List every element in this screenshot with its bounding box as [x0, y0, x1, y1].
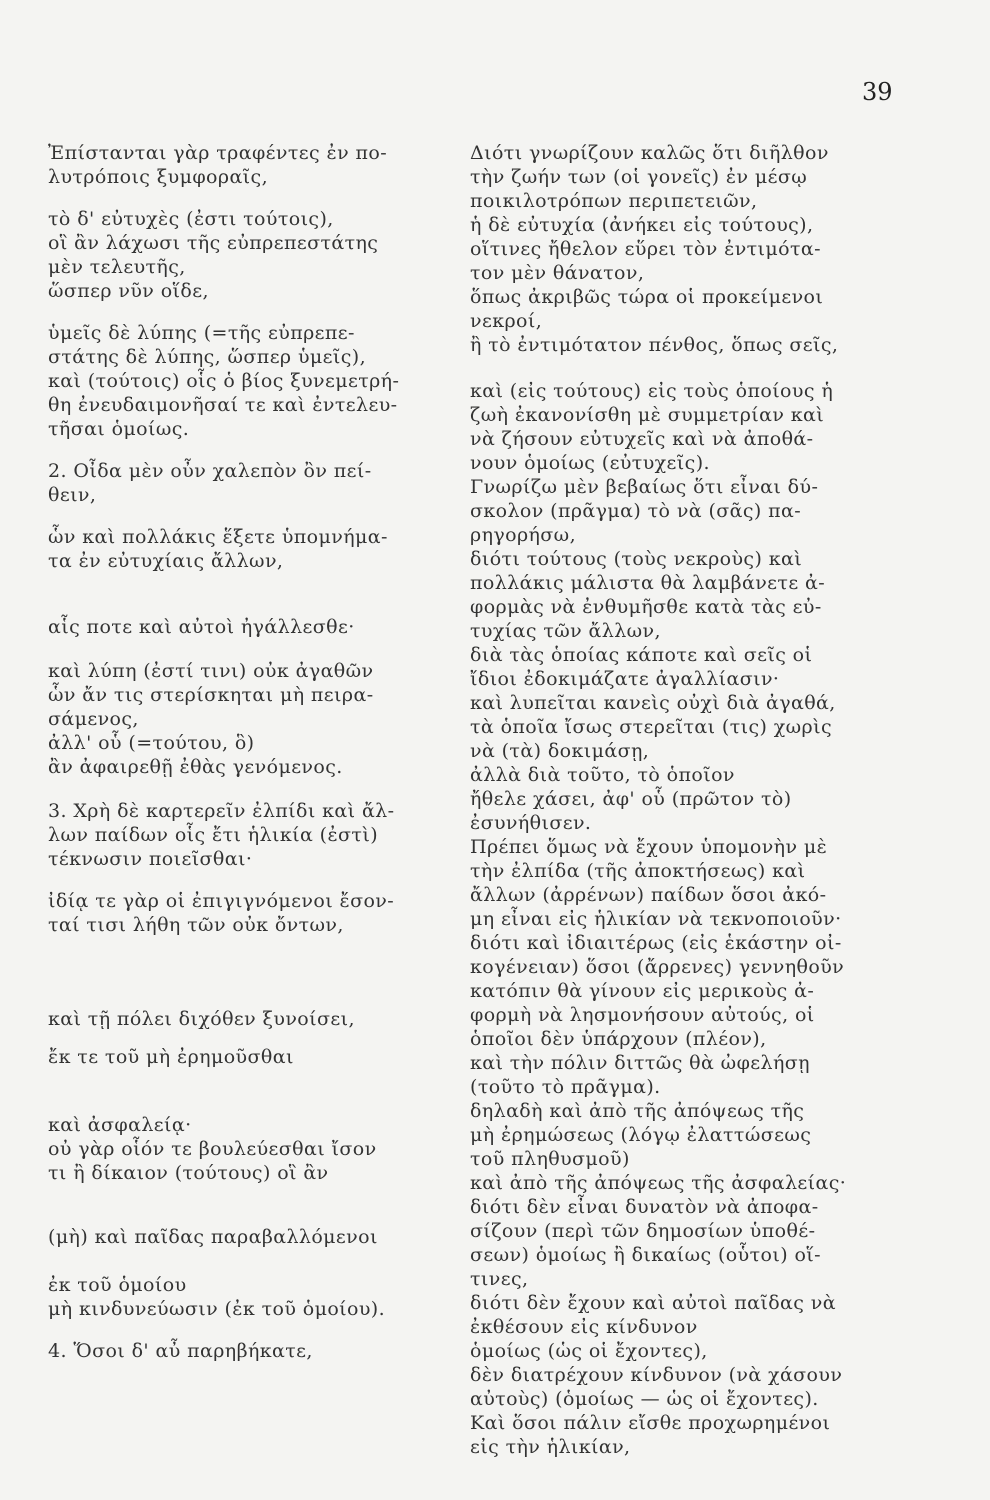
- right-line: μὴ ἐρημώσεως (λόγῳ ἐλαττώσεως: [470, 1124, 812, 1146]
- right-line: τον μὲν θάνατον,: [470, 262, 645, 284]
- left-line: 3. Χρὴ δὲ καρτερεῖν ἐλπίδι καὶ ἄλ-: [48, 800, 395, 822]
- right-line: ὅπως ἀκριβῶς τώρα οἱ προκείμενοι: [470, 286, 824, 308]
- right-line: πολλάκις μάλιστα θὰ λαμβάνετε ἀ-: [470, 572, 826, 594]
- right-line: ἐκθέσουν εἰς κίνδυνον: [470, 1316, 698, 1338]
- left-line: ὑμεῖς δὲ λύπης (=τῆς εὐπρεπε-: [48, 322, 355, 344]
- right-line: μη εἶναι εἰς ἡλικίαν νὰ τεκνοποιοῦν·: [470, 908, 842, 930]
- left-line: οἳ ἂν λάχωσι τῆς εὐπρεπεστάτης: [48, 232, 379, 254]
- right-line: ὁμοίως (ὡς οἱ ἔχοντες),: [470, 1340, 708, 1362]
- left-line: θη ἐνευδαιμονῆσαί τε καὶ ἐντελευ-: [48, 394, 398, 416]
- right-line: καὶ τὴν πόλιν διττῶς θὰ ὠφελήσῃ: [470, 1052, 810, 1074]
- right-line: διότι δὲν ἔχουν καὶ αὐτοὶ παῖδας νὰ: [470, 1292, 836, 1314]
- right-line: σεων) ὁμοίως ἢ δικαίως (οὗτοι) οἵ-: [470, 1244, 821, 1266]
- right-line: καὶ λυπεῖται κανεὶς οὐχὶ διὰ ἀγαθά,: [470, 692, 836, 714]
- right-line: τυχίας τῶν ἄλλων,: [470, 620, 661, 642]
- right-line: τὴν ἐλπίδα (τῆς ἀποκτήσεως) καὶ: [470, 860, 806, 882]
- right-line: ὁποῖοι δὲν ὑπάρχουν (πλέον),: [470, 1028, 767, 1050]
- right-line: τὰ ὁποῖα ἴσως στερεῖται (τις) χωρὶς: [470, 716, 833, 738]
- right-line: ἄλλων (ἀρρένων) παίδων ὅσοι ἀκό-: [470, 884, 827, 906]
- right-line: τινες,: [470, 1268, 529, 1290]
- left-line: λων παίδων οἷς ἔτι ἡλικία (ἐστὶ): [48, 824, 379, 846]
- left-line: ἔκ τε τοῦ μὴ ἐρημοῦσθαι: [48, 1046, 294, 1068]
- right-line: Πρέπει ὅμως νὰ ἔχουν ὑπομονὴν μὲ: [470, 836, 828, 858]
- right-line: εἰς τὴν ἡλικίαν,: [470, 1436, 631, 1458]
- right-line: διότι τούτους (τοὺς νεκροὺς) καὶ: [470, 548, 803, 570]
- left-line: καὶ ἀσφαλείᾳ·: [48, 1114, 192, 1136]
- left-line: τι ἢ δίκαιον (τούτους) οἳ ἂν: [48, 1162, 329, 1184]
- left-line: μὲν τελευτῆς,: [48, 256, 186, 278]
- right-line: διότι καὶ ἰδιαιτέρως (εἰς ἑκάστην οἰ-: [470, 932, 842, 954]
- page-number: 39: [862, 78, 893, 106]
- left-line: οὐ γὰρ οἷόν τε βουλεύεσθαι ἴσον: [48, 1138, 377, 1160]
- right-line: νεκροί,: [470, 310, 543, 332]
- left-line: ἀλλ' οὗ (=τούτου, ὃ): [48, 732, 255, 754]
- right-line: καὶ ἀπὸ τῆς ἀπόψεως τῆς ἀσφαλείας·: [470, 1172, 847, 1194]
- right-line: τὴν ζωήν των (οἱ γονεῖς) ἐν μέσῳ: [470, 166, 808, 188]
- right-line: νὰ (τὰ) δοκιμάσῃ,: [470, 740, 650, 762]
- right-line: οἵτινες ἤθελον εὕρει τὸν ἐντιμότα-: [470, 238, 821, 260]
- right-line: κογένειαν) ὅσοι (ἄρρενες) γεννηθοῦν: [470, 956, 845, 978]
- left-line: Ἐπίστανται γὰρ τραφέντες ἐν πο-: [48, 142, 388, 164]
- left-line: λυτρόποις ξυμφοραῖς,: [48, 166, 269, 188]
- right-line: Γνωρίζω μὲν βεβαίως ὅτι εἶναι δύ-: [470, 476, 819, 498]
- right-line: ρηγορήσω,: [470, 524, 577, 546]
- right-line: νὰ ζήσουν εὐτυχεῖς καὶ νὰ ἀποθά-: [470, 428, 814, 450]
- right-line: ἡ δὲ εὐτυχία (ἀνήκει εἰς τούτους),: [470, 214, 814, 236]
- right-line: διὰ τὰς ὁποίας κάποτε καὶ σεῖς οἱ: [470, 644, 813, 666]
- left-line: θειν,: [48, 484, 97, 506]
- right-line: ἤθελε χάσει, ἀφ' οὗ (πρῶτον τὸ): [470, 788, 792, 810]
- left-line: τέκνωσιν ποιεῖσθαι·: [48, 848, 253, 870]
- left-line: (μὴ) καὶ παῖδας παραβαλλόμενοι: [48, 1226, 378, 1248]
- right-line: ἐσυνήθισεν.: [470, 812, 592, 834]
- left-line: ὧν ἄν τις στερίσκηται μὴ πειρα-: [48, 684, 374, 706]
- left-line: ἰδίᾳ τε γὰρ οἱ ἐπιγιγνόμενοι ἔσον-: [48, 890, 395, 912]
- right-line: δηλαδὴ καὶ ἀπὸ τῆς ἀπόψεως τῆς: [470, 1100, 805, 1122]
- left-line: ταί τισι λήθη τῶν οὐκ ὄντων,: [48, 914, 344, 936]
- right-line: κατόπιν θὰ γίνουν εἰς μερικοὺς ἀ-: [470, 980, 815, 1002]
- right-line: Καὶ ὅσοι πάλιν εἴσθε προχωρημένοι: [470, 1412, 831, 1434]
- right-line: Διότι γνωρίζουν καλῶς ὅτι διῆλθον: [470, 142, 829, 164]
- left-line: μὴ κινδυνεύωσιν (ἐκ τοῦ ὁμοίου).: [48, 1298, 386, 1320]
- right-line: φορμὴ νὰ λησμονήσουν αὐτούς, οἱ: [470, 1004, 815, 1026]
- right-line: τοῦ πληθυσμοῦ): [470, 1148, 630, 1170]
- left-line: ἂν ἀφαιρεθῇ ἐθὰς γενόμενος.: [48, 756, 343, 778]
- left-line: σάμενος,: [48, 708, 139, 730]
- right-line: σκολον (πρᾶγμα) τὸ νὰ (σᾶς) πα-: [470, 500, 802, 522]
- right-line: ποικιλοτρόπων περιπετειῶν,: [470, 190, 758, 212]
- right-line: ζωὴ ἐκανονίσθη μὲ συμμετρίαν καὶ: [470, 404, 825, 426]
- left-line: καὶ (τούτοις) οἷς ὁ βίος ξυνεμετρή-: [48, 370, 400, 392]
- right-line: (τοῦτο τὸ πρᾶγμα).: [470, 1076, 661, 1098]
- right-line: φορμὰς νὰ ἐνθυμῆσθε κατὰ τὰς εὐ-: [470, 596, 822, 618]
- right-line: νουν ὁμοίως (εὐτυχεῖς).: [470, 452, 710, 474]
- right-line: δὲν διατρέχουν κίνδυνον (νὰ χάσουν: [470, 1364, 843, 1386]
- right-line: αὐτοὺς) (ὁμοίως — ὡς οἱ ἔχοντες).: [470, 1388, 819, 1410]
- right-line: καὶ (εἰς τούτους) εἰς τοὺς ὁποίους ἡ: [470, 380, 834, 402]
- left-line: στάτης δὲ λύπης, ὥσπερ ὑμεῖς),: [48, 346, 367, 368]
- left-line: καὶ λύπη (ἐστί τινι) οὐκ ἀγαθῶν: [48, 660, 374, 682]
- right-line: σίζουν (περὶ τῶν δημοσίων ὑποθέ-: [470, 1220, 816, 1242]
- left-line: 4. Ὅσοι δ' αὖ παρηβήκατε,: [48, 1340, 313, 1362]
- left-line: αἷς ποτε καὶ αὐτοὶ ἠγάλλεσθε·: [48, 616, 355, 638]
- right-line: ἢ τὸ ἐντιμότατον πένθος, ὅπως σεῖς,: [470, 334, 839, 356]
- left-line: τα ἐν εὐτυχίαις ἄλλων,: [48, 550, 284, 572]
- left-line: 2. Οἶδα μὲν οὖν χαλεπὸν ὂν πεί-: [48, 460, 372, 482]
- left-line: ὥσπερ νῦν οἵδε,: [48, 280, 209, 302]
- right-line: ἴδιοι ἐδοκιμάζατε ἀγαλλίασιν·: [470, 668, 780, 690]
- right-line: ἀλλὰ διὰ τοῦτο, τὸ ὁποῖον: [470, 764, 735, 786]
- left-line: τῆσαι ὁμοίως.: [48, 418, 190, 440]
- left-line: τὸ δ' εὐτυχὲς (ἐστι τούτοις),: [48, 208, 334, 230]
- left-line: ὧν καὶ πολλάκις ἕξετε ὑπομνήμα-: [48, 526, 388, 548]
- right-line: διότι δὲν εἶναι δυνατὸν νὰ ἀποφα-: [470, 1196, 819, 1218]
- left-line: καὶ τῇ πόλει διχόθεν ξυνοίσει,: [48, 1008, 355, 1030]
- left-line: ἐκ τοῦ ὁμοίου: [48, 1274, 187, 1296]
